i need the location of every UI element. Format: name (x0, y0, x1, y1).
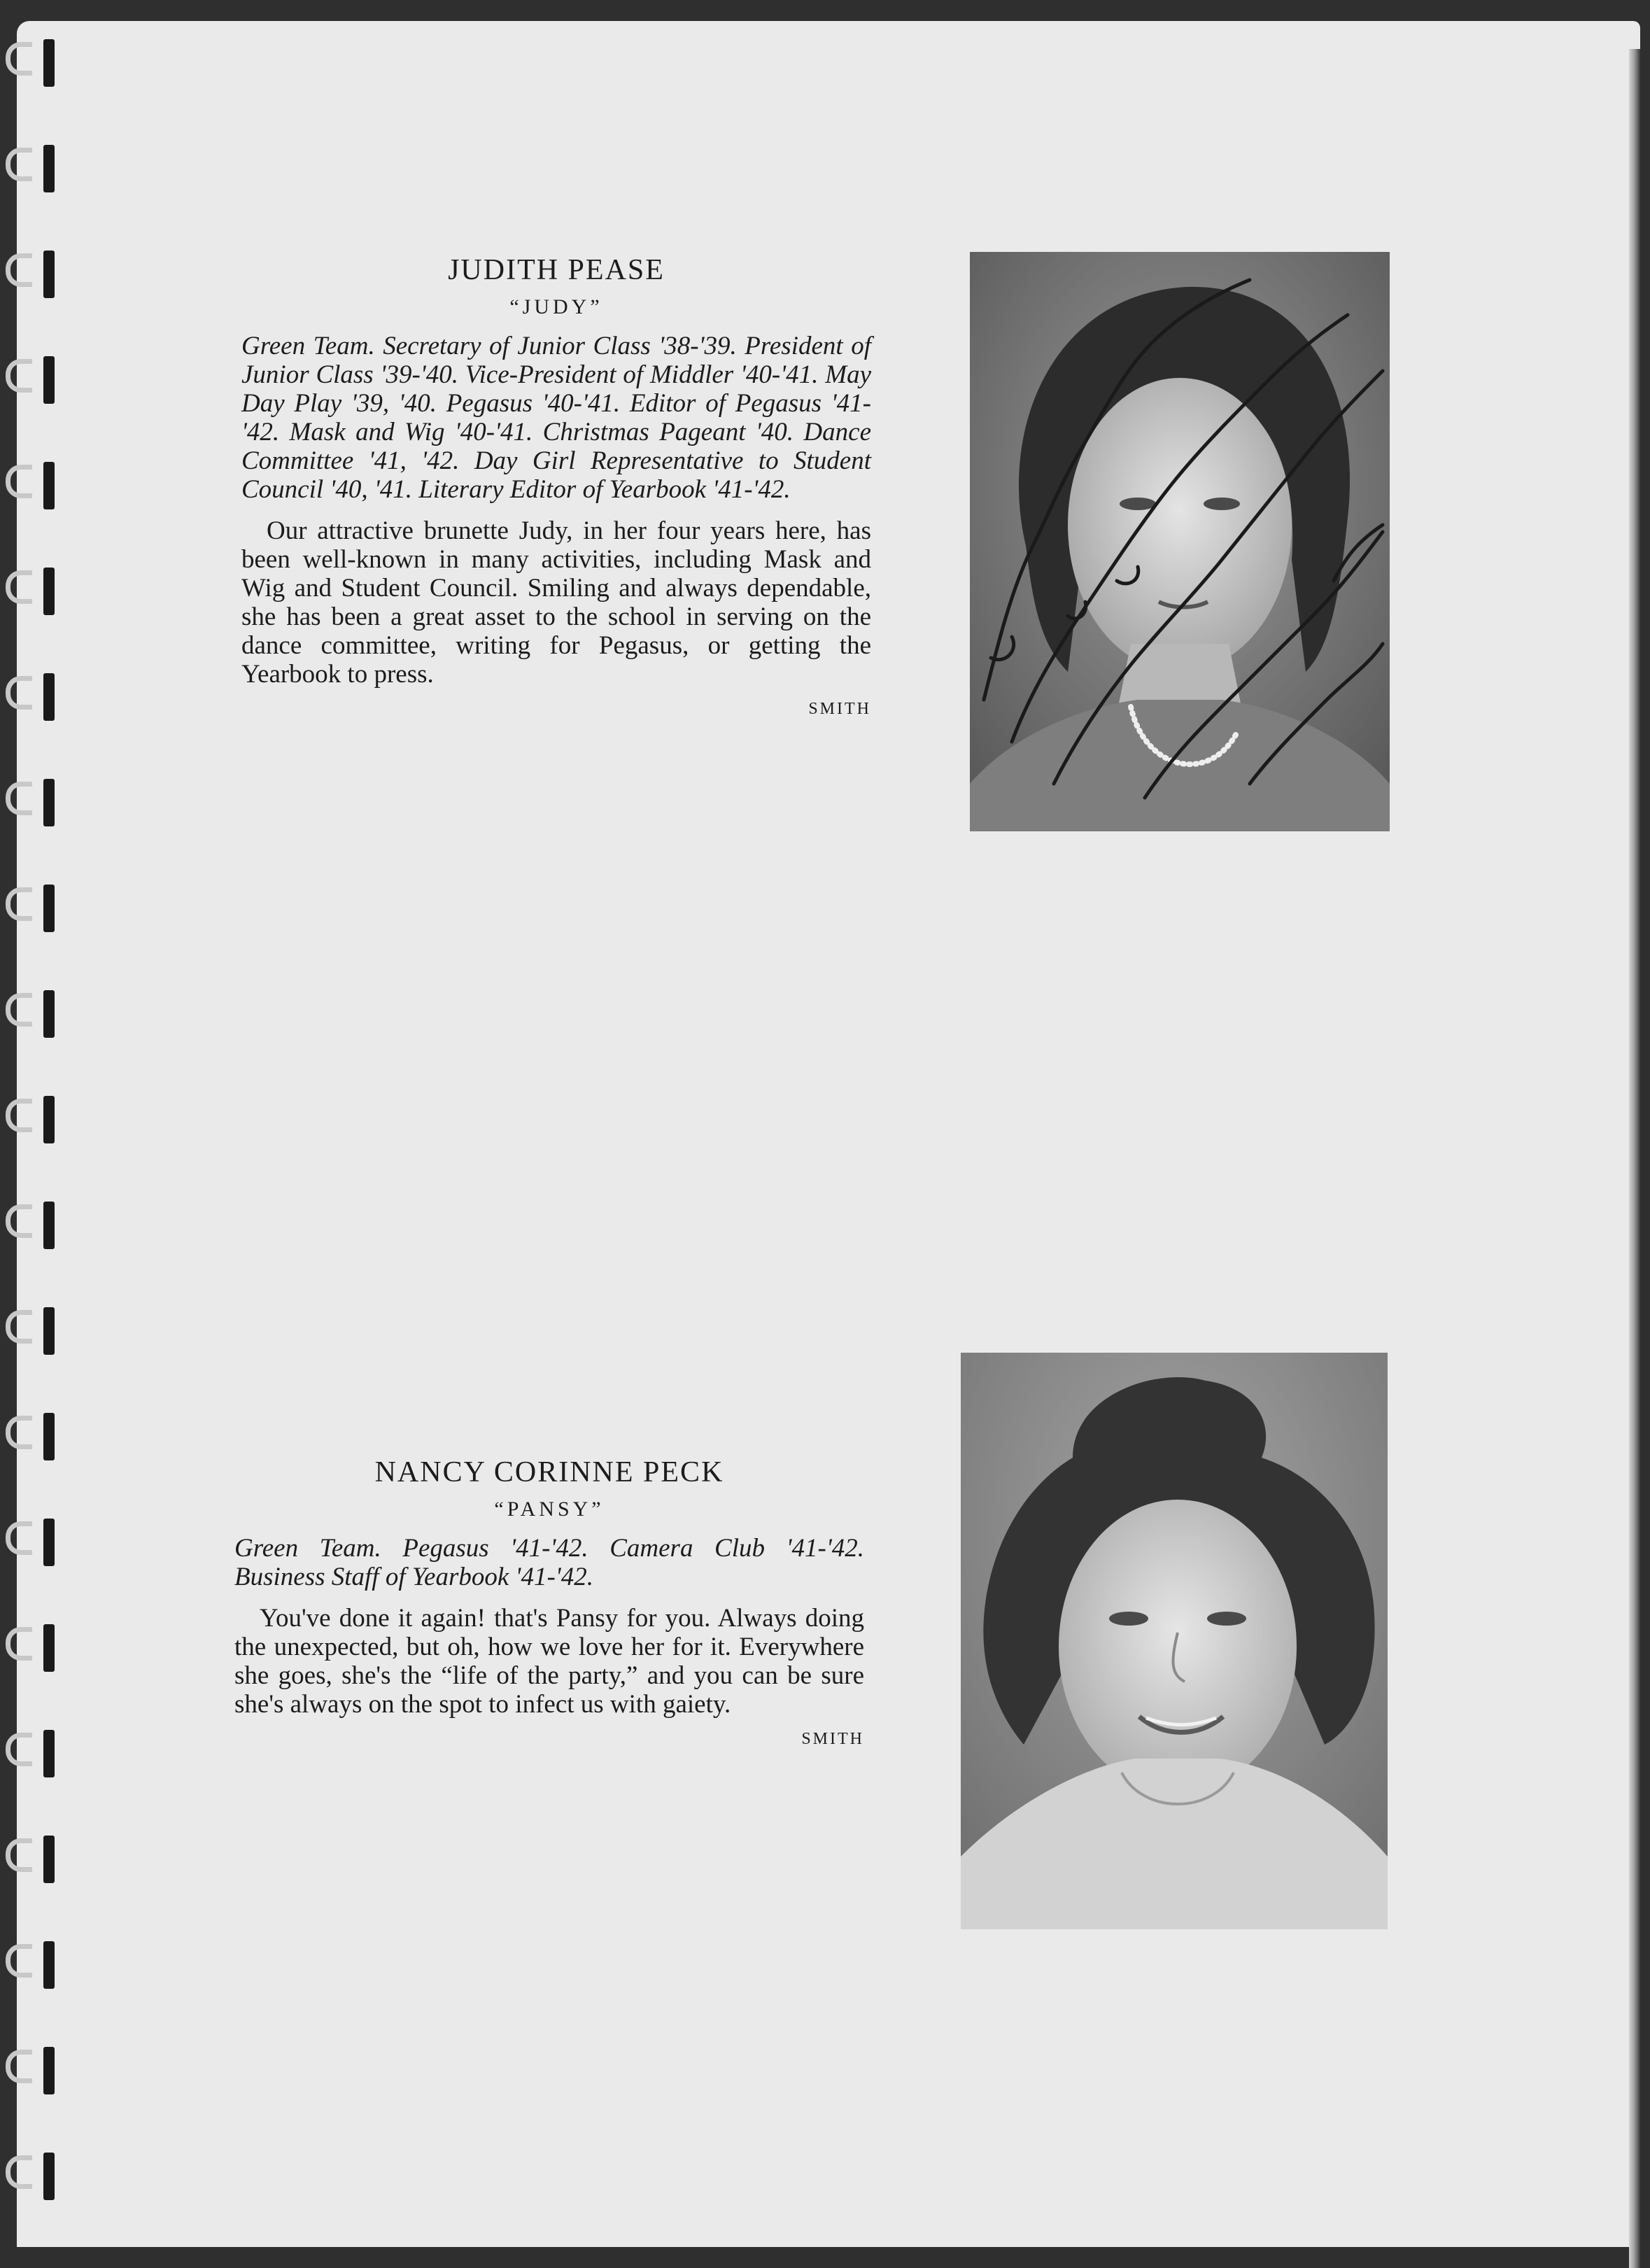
coil-loop (6, 1944, 32, 1978)
student-activities: Green Team. Pegasus '41-'42. Camera Club '41-'42. Business Staff of Yearbook '41-'42. (234, 1534, 864, 1591)
binding-coil (6, 1944, 60, 1978)
binding-coil (6, 253, 60, 287)
binding-coil (6, 359, 60, 393)
coil-loop (6, 1310, 32, 1344)
student-activities: Green Team. Secretary of Junior Class '38-'39. President of Junior Class '39-'40. Vice-President of Middler '40-'41. May Day Play '39, '40. Pegasus '40-'41. Editor of Pegasus '41-'42. Mask and Wig '40-'41. Christmas Pageant '40. Dance Committee '41, '42. Day Girl Representative to Student Council '40, '41. Literary Editor of Yearbook '41-'42. (241, 332, 871, 504)
student-bio: Our attractive brunette Judy, in her four years here, has been well-known in many activities, including Mask and Wig and Student Council. Smiling and always dependable, she has been a great asset to the school in serving on the dance committee, writing for Pegasus, or getting the Yearbook to press. (241, 516, 871, 689)
student-entry-judith (241, 253, 871, 719)
punch-hole (43, 462, 55, 509)
coil-loop (6, 253, 32, 287)
page-edge-shadow (1629, 49, 1640, 2268)
binding-coil (6, 782, 60, 815)
punch-hole (43, 885, 55, 932)
binding-coil (6, 1416, 60, 1449)
binding-coil (6, 570, 60, 604)
photo-credit: SMITH (801, 1730, 864, 1748)
binding-coil (6, 676, 60, 710)
binding-coil (6, 1838, 60, 1872)
coil-loop (6, 887, 32, 921)
punch-hole (43, 251, 55, 298)
punch-hole (43, 145, 55, 192)
coil-loop (6, 1416, 32, 1449)
punch-hole (43, 1836, 55, 1883)
coil-loop (6, 993, 32, 1027)
binding-coil (6, 2155, 60, 2189)
coil-loop (6, 1204, 32, 1238)
binding-coil (6, 993, 60, 1027)
punch-hole (43, 1413, 55, 1460)
binding-coil (6, 1521, 60, 1555)
coil-loop (6, 148, 32, 181)
punch-hole (43, 2047, 55, 2094)
binding-coil (6, 465, 60, 498)
student-name: JUDITH PEASE (448, 254, 665, 286)
coil-loop (6, 465, 32, 498)
student-entry-nancy (234, 1456, 864, 1749)
coil-loop (6, 1521, 32, 1555)
student-photo-judith (970, 252, 1390, 831)
binding-coil (6, 2050, 60, 2083)
punch-hole (43, 990, 55, 1038)
binding-coil (6, 1310, 60, 1344)
binding-coil (6, 148, 60, 181)
photo-credit: SMITH (808, 700, 871, 718)
coil-loop (6, 359, 32, 393)
punch-hole (43, 1941, 55, 1989)
student-bio: You've done it again! that's Pansy for you. Always doing the unexpected, but oh, how we love her for it. Everywhere she goes, she's the “life of the party,” and you can be sure she's always on the spot to infect us with gaiety. (234, 1604, 864, 1719)
punch-hole (43, 39, 55, 87)
binding-coil (6, 42, 60, 76)
coil-loop (6, 676, 32, 710)
coil-loop (6, 782, 32, 815)
punch-hole (43, 673, 55, 721)
student-nickname: “PANSY” (494, 1498, 605, 1521)
punch-hole (43, 1096, 55, 1143)
binding-coil (6, 1627, 60, 1661)
coil-loop (6, 42, 32, 76)
punch-hole (43, 1519, 55, 1566)
punch-hole (43, 2153, 55, 2200)
binding-coil (6, 1733, 60, 1766)
punch-hole (43, 779, 55, 826)
portrait-image (961, 1353, 1388, 1929)
binding-coil (6, 1099, 60, 1132)
punch-hole (43, 1307, 55, 1355)
portrait-image (970, 252, 1390, 831)
coil-loop (6, 1733, 32, 1766)
coil-loop (6, 1627, 32, 1661)
coil-loop (6, 1838, 32, 1872)
punch-hole (43, 1730, 55, 1777)
student-photo-nancy (961, 1353, 1388, 1929)
student-name: NANCY CORINNE PECK (374, 1456, 724, 1488)
punch-hole (43, 568, 55, 615)
punch-hole (43, 1624, 55, 1672)
student-nickname: “JUDY” (509, 295, 603, 318)
punch-hole (43, 1202, 55, 1249)
binding-coil (6, 887, 60, 921)
punch-hole (43, 356, 55, 404)
spiral-binding (0, 28, 63, 2225)
coil-loop (6, 2050, 32, 2083)
binding-coil (6, 1204, 60, 1238)
coil-loop (6, 2155, 32, 2189)
coil-loop (6, 570, 32, 604)
coil-loop (6, 1099, 32, 1132)
